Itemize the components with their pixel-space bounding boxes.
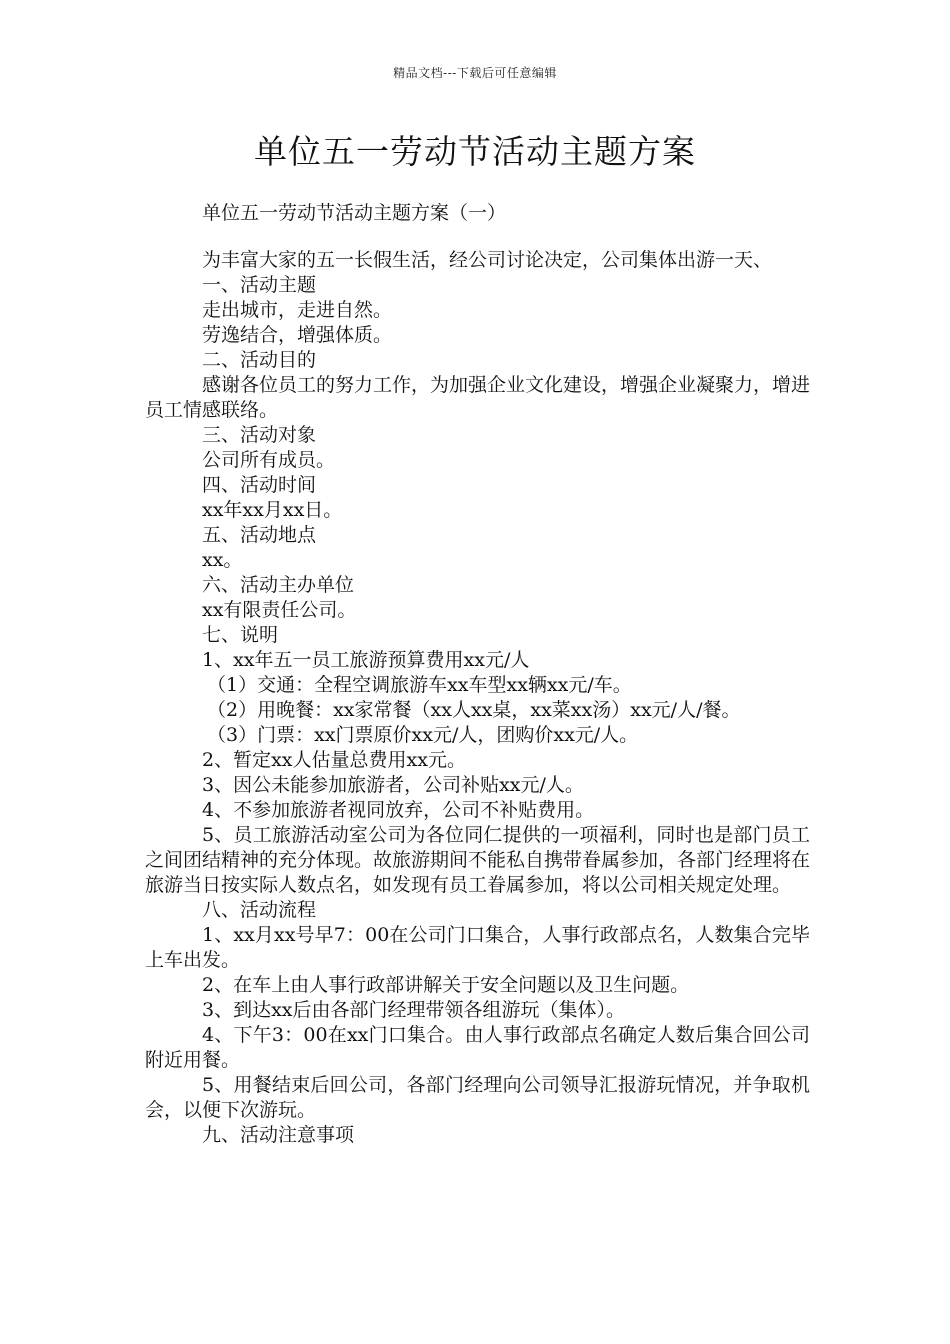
paragraph: 四、活动时间 — [202, 474, 317, 496]
paragraph: 5、用餐结束后回公司，各部门经理向公司领导汇报游玩情况，并争取机会，以便下次游玩。 — [145, 1074, 810, 1121]
section-subtitle: 单位五一劳动节活动主题方案（一） — [202, 202, 507, 224]
paragraph: 1、xx月xx号早7：00在公司门口集合，人事行政部点名，人数集合完毕上车出发。 — [145, 924, 810, 971]
paragraph: 一、活动主题 — [202, 274, 317, 296]
paragraph: （3）门票：xx门票原价xx元/人，团购价xx元/人。 — [207, 724, 639, 746]
paragraph: 3、到达xx后由各部门经理带领各组游玩（集体）。 — [202, 999, 626, 1021]
paragraph: xx年xx月xx日。 — [202, 499, 343, 521]
paragraph: 为丰富大家的五一长假生活，经公司讨论决定，公司集体出游一天、 — [202, 249, 773, 271]
paragraph: 5、员工旅游活动室公司为各位同仁提供的一项福利，同时也是部门员工之间团结精神的充分体现。故旅游期间不能私自携带眷属参加，各部门经理将在旅游当日按实际人数点名，如发现有员工眷属参加，将以公司相关规定处理。 — [145, 824, 811, 896]
paragraph: 劳逸结合，增强体质。 — [202, 324, 393, 346]
paragraph: 公司所有成员。 — [202, 449, 336, 471]
header-note: 精品文档---下载后可任意编辑 — [393, 66, 557, 80]
paragraph: 4、下午3：00在xx门口集合。由人事行政部点名确定人数后集合回公司附近用餐。 — [145, 1024, 810, 1071]
document-body — [145, 248, 810, 1148]
paragraph: 九、活动注意事项 — [202, 1124, 355, 1146]
paragraph: 3、因公未能参加旅游者，公司补贴xx元/人。 — [202, 774, 584, 796]
paragraph: 走出城市，走进自然。 — [202, 299, 393, 321]
paragraph: 六、活动主办单位 — [202, 574, 355, 596]
paragraph: （1）交通：全程空调旅游车xx车型xx辆xx元/车。 — [207, 674, 632, 696]
paragraph: 二、活动目的 — [202, 349, 317, 371]
paragraph: 七、说明 — [202, 624, 279, 646]
paragraph: 2、在车上由人事行政部讲解关于安全问题以及卫生问题。 — [202, 974, 690, 996]
document-title: 单位五一劳动节活动主题方案 — [254, 132, 696, 171]
paragraph: 八、活动流程 — [202, 899, 317, 921]
paragraph: （2）用晚餐：xx家常餐（xx人xx桌，xx菜xx汤）xx元/人/餐。 — [207, 699, 741, 721]
paragraph: xx有限责任公司。 — [202, 599, 357, 621]
paragraph: 1、xx年五一员工旅游预算费用xx元/人 — [202, 649, 530, 671]
paragraph: 4、不参加旅游者视同放弃，公司不补贴费用。 — [202, 799, 595, 821]
paragraph: 2、暂定xx人估量总费用xx元。 — [202, 749, 466, 771]
paragraph: 五、活动地点 — [202, 524, 317, 546]
paragraph: 三、活动对象 — [202, 424, 317, 446]
paragraph: 感谢各位员工的努力工作，为加强企业文化建设，增强企业凝聚力，增进员工情感联络。 — [145, 374, 811, 421]
paragraph: xx。 — [202, 549, 243, 571]
